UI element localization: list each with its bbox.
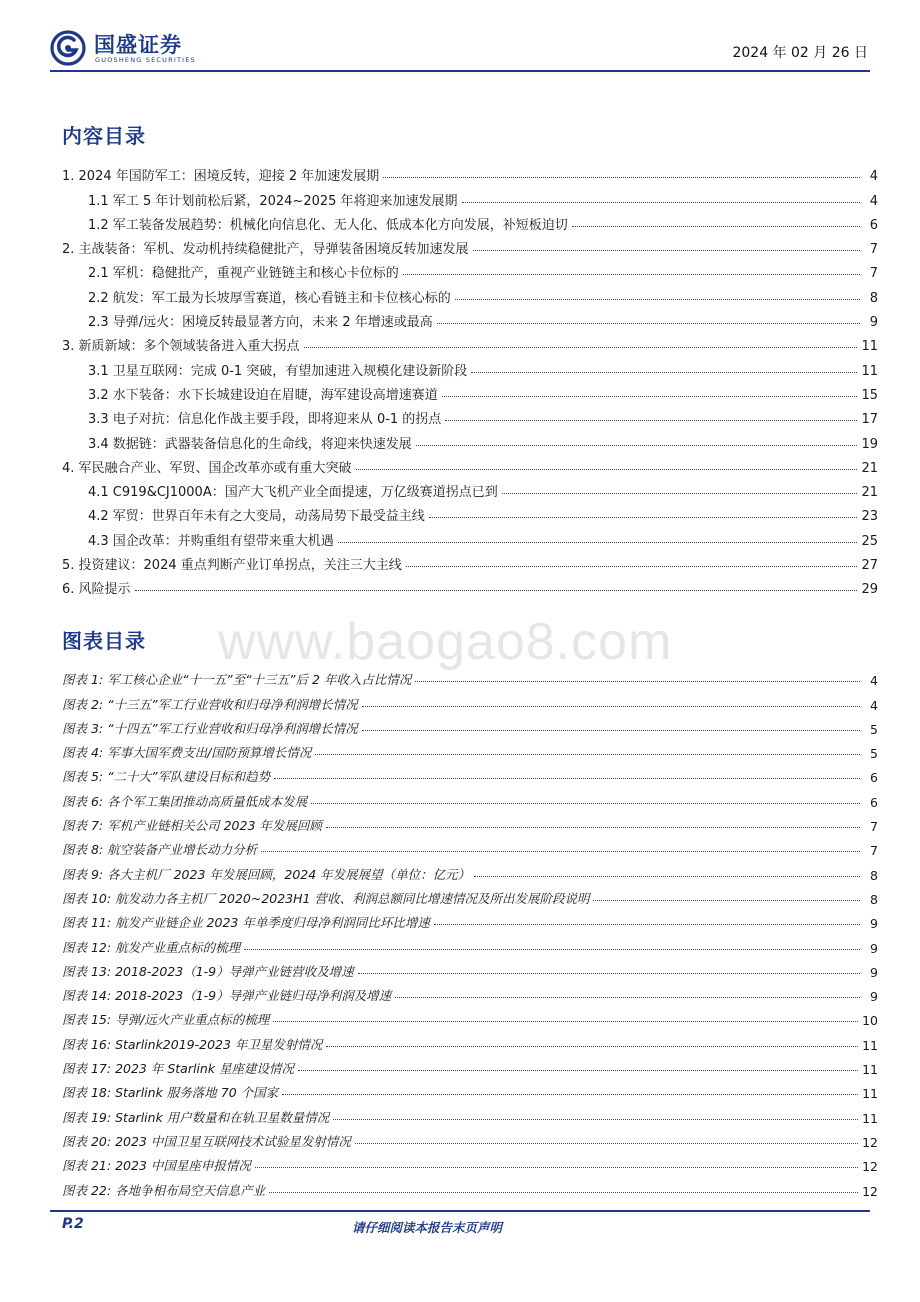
toc-entry-text: 3. 新质新域：多个领域装备进入重大拐点 — [62, 339, 300, 355]
figure-entry-text: 图表 15: 导弹/远火产业重点标的梳理 — [62, 1012, 270, 1028]
figure-entry-text: 图表 5: “二十大”军队建设目标和趋势 — [62, 769, 271, 785]
dot-leader — [362, 706, 860, 707]
toc-entry[interactable] — [62, 452, 878, 476]
dot-leader — [416, 445, 858, 446]
dot-leader — [255, 1167, 858, 1168]
toc-entry-page: 27 — [861, 558, 878, 574]
toc-entry-text: 4.1 C919&CJ1000A：国产大飞机产业全面提速，万亿级赛道拐点已到 — [88, 485, 498, 501]
header-divider — [50, 70, 870, 72]
dot-leader — [462, 202, 860, 203]
figure-entry-page: 11 — [862, 1062, 878, 1078]
toc-entry[interactable] — [62, 524, 878, 548]
toc-entry[interactable] — [62, 476, 878, 500]
figure-entry[interactable] — [62, 688, 878, 712]
toc-entry-text: 3.4 数据链：武器装备信息化的生命线，将迎来快速发展 — [88, 436, 412, 452]
toc-entry-text: 3.2 水下装备：水下长城建设迫在眉睫，海军建设高增速赛道 — [88, 387, 438, 403]
page-number: P.2 — [62, 1216, 84, 1232]
figure-entry-text: 图表 13: 2018-2023（1-9）导弹产业链营收及增速 — [62, 963, 354, 979]
figure-entry-text: 图表 10: 航发动力各主机厂 2020~2023H1 营收、利润总额同比增速情况及所出发展阶段说明 — [62, 890, 590, 906]
dot-leader — [442, 396, 858, 397]
dot-leader — [395, 997, 860, 998]
toc-entry-page: 11 — [861, 339, 878, 355]
dot-leader — [304, 347, 858, 348]
figure-entry[interactable] — [62, 1150, 878, 1174]
toc-entry-text: 4.2 军贸：世界百年未有之大变局，动荡局势下最受益主线 — [88, 509, 425, 525]
toc-entry-page: 19 — [861, 436, 878, 452]
dot-leader — [326, 827, 860, 828]
dot-leader — [338, 542, 858, 543]
dot-leader — [261, 851, 860, 852]
figure-entry[interactable] — [62, 1126, 878, 1150]
toc-entry-text: 2.3 导弹/远火：困境反转最显著方向，未来 2 年增速或最高 — [88, 315, 433, 331]
toc-entry[interactable] — [62, 573, 878, 597]
figure-entry[interactable] — [62, 1174, 878, 1198]
toc-entry[interactable] — [62, 330, 878, 354]
figure-entry-text: 图表 19: Starlink 用户数量和在轨卫星数量情况 — [62, 1109, 330, 1125]
dot-leader — [298, 1070, 858, 1071]
dot-leader — [244, 949, 860, 950]
figure-entry-text: 图表 16: Starlink2019-2023 年卫星发射情况 — [62, 1036, 323, 1052]
toc-entry-page: 7 — [869, 266, 878, 282]
figure-entry-text: 图表 8: 航空装备产业增长动力分析 — [62, 842, 258, 858]
figure-entry[interactable] — [62, 761, 878, 785]
dot-leader — [434, 924, 860, 925]
figure-entry[interactable] — [62, 1004, 878, 1028]
toc-list — [62, 160, 878, 597]
toc-entry-page: 17 — [861, 412, 878, 428]
figure-entry[interactable] — [62, 956, 878, 980]
figure-entry-page: 6 — [870, 794, 878, 810]
toc-entry-text: 1.1 军工 5 年计划前松后紧，2024~2025 年将迎来加速发展期 — [88, 193, 458, 209]
figure-entry-page: 6 — [870, 770, 878, 786]
figure-entry-text: 图表 6: 各个军工集团推动高质量低成本发展 — [62, 793, 308, 809]
toc-entry-text: 1.2 军工装备发展趋势：机械化向信息化、无人化、低成本化方向发展，补短板迫切 — [88, 217, 568, 233]
toc-entry-text: 2.2 航发：军工最为长坡厚雪赛道，核心看链主和卡位核心标的 — [88, 290, 451, 306]
figure-entry-text: 图表 17: 2023 年 Starlink 星座建设情况 — [62, 1061, 295, 1077]
dot-leader — [437, 323, 860, 324]
toc-entry[interactable] — [62, 306, 878, 330]
figure-entry-text: 图表 11: 航发产业链企业 2023 年单季度归母净利润同比环比增速 — [62, 915, 430, 931]
footer-divider — [50, 1210, 870, 1212]
dot-leader — [502, 493, 858, 494]
dot-leader — [135, 590, 858, 591]
figure-entry-page: 5 — [870, 721, 878, 737]
toc-entry-page: 15 — [861, 387, 878, 403]
toc-entry[interactable] — [62, 233, 878, 257]
toc-entry-page: 21 — [861, 460, 878, 476]
toc-entry-page: 23 — [861, 509, 878, 525]
brand-subtitle: GUOSHENG SECURITIES — [95, 56, 196, 64]
dot-leader — [383, 177, 860, 178]
toc-entry-text: 4. 军民融合产业、军贸、国企改革亦或有重大突破 — [62, 460, 352, 476]
dot-leader — [362, 730, 860, 731]
disclaimer-note: 请仔细阅读本报告末页声明 — [352, 1220, 503, 1235]
toc-entry-text: 6. 风险提示 — [62, 582, 131, 598]
page-header — [50, 26, 870, 70]
toc-entry[interactable] — [62, 379, 878, 403]
dot-leader — [474, 876, 860, 877]
toc-entry-text: 1. 2024 年国防军工：困境反转，迎接 2 年加速发展期 — [62, 169, 380, 185]
figures-list — [62, 664, 878, 1199]
toc-entry[interactable] — [62, 160, 878, 184]
dot-leader — [282, 1094, 858, 1095]
figure-entry-text: 图表 20: 2023 中国卫星互联网技术试验星发射情况 — [62, 1133, 351, 1149]
dot-leader — [326, 1046, 858, 1047]
figure-entry-page: 9 — [870, 940, 878, 956]
toc-entry-text: 5. 投资建议：2024 重点判断产业订单拐点，关注三大主线 — [62, 558, 402, 574]
dot-leader — [355, 1143, 858, 1144]
toc-entry-text: 2. 主战装备：军机、发动机持续稳健批产，导弹装备困境反转加速发展 — [62, 242, 469, 258]
figure-entry[interactable] — [62, 907, 878, 931]
dot-leader — [572, 226, 860, 227]
watermark: www.baogao8.com — [218, 613, 673, 671]
figure-entry[interactable] — [62, 858, 878, 882]
dot-leader — [311, 803, 860, 804]
figure-entry-page: 12 — [862, 1134, 878, 1150]
toc-entry-page: 4 — [869, 169, 878, 185]
figure-entry-text: 图表 4: 军事大国军费支出/国防预算增长情况 — [62, 745, 312, 761]
toc-entry[interactable] — [62, 184, 878, 208]
figure-entry-page: 8 — [870, 891, 878, 907]
toc-entry-text: 3.1 卫星互联网：完成 0-1 突破，有望加速进入规模化建设新阶段 — [88, 363, 468, 379]
dot-leader — [406, 566, 858, 567]
dot-leader — [269, 1192, 858, 1193]
figure-entry[interactable] — [62, 713, 878, 737]
figure-entry-page: 7 — [870, 843, 878, 859]
toc-entry-page: 9 — [869, 315, 878, 331]
dot-leader — [455, 299, 860, 300]
dot-leader — [274, 778, 860, 779]
toc-entry-page: 8 — [869, 290, 878, 306]
figure-entry-text: 图表 21: 2023 中国星座申报情况 — [62, 1158, 251, 1174]
figure-entry[interactable] — [62, 785, 878, 809]
toc-entry-page: 11 — [861, 363, 878, 379]
figure-entry[interactable] — [62, 1053, 878, 1077]
figure-entry-text: 图表 22: 各地争相布局空天信息产业 — [62, 1182, 266, 1198]
figure-entry-page: 7 — [870, 819, 878, 835]
toc-entry-text: 3.3 电子对抗：信息化作战主要手段，即将迎来从 0-1 的拐点 — [88, 412, 442, 428]
figure-entry[interactable] — [62, 737, 878, 761]
toc-entry[interactable] — [62, 500, 878, 524]
toc-entry-page: 4 — [869, 193, 878, 209]
figure-entry[interactable] — [62, 980, 878, 1004]
figure-entry-page: 12 — [862, 1159, 878, 1175]
figure-entry[interactable] — [62, 664, 878, 688]
dot-leader — [593, 900, 860, 901]
figure-entry[interactable] — [62, 931, 878, 955]
dot-leader — [445, 420, 857, 421]
toc-entry-page: 29 — [861, 582, 878, 598]
figure-entry-text: 图表 12: 航发产业重点标的梳理 — [62, 939, 241, 955]
figure-entry-page: 4 — [870, 697, 878, 713]
dot-leader — [358, 973, 860, 974]
toc-entry[interactable] — [62, 281, 878, 305]
figure-entry-page: 9 — [870, 989, 878, 1005]
figure-entry-page: 5 — [870, 746, 878, 762]
toc-entry-page: 21 — [861, 485, 878, 501]
figure-entry-text: 图表 14: 2018-2023（1-9）导弹产业链归母净利润及增速 — [62, 988, 392, 1004]
figure-entry-page: 11 — [862, 1037, 878, 1053]
figure-entry-text: 图表 9: 各大主机厂 2023 年发展回顾，2024 年发展展望（单位：亿元） — [62, 866, 471, 882]
figure-entry-page: 11 — [862, 1086, 878, 1102]
figure-entry-page: 8 — [870, 867, 878, 883]
toc-entry-page: 7 — [869, 242, 878, 258]
dot-leader — [471, 372, 857, 373]
dot-leader — [273, 1021, 858, 1022]
toc-entry-page: 6 — [869, 217, 878, 233]
figure-entry-text: 图表 18: Starlink 服务落地 70 个国家 — [62, 1085, 279, 1101]
figure-entry-page: 11 — [862, 1110, 878, 1126]
figure-entry[interactable] — [62, 810, 878, 834]
figure-entry[interactable] — [62, 834, 878, 858]
figure-entry-text: 图表 2: “十三五”军工行业营收和归母净利润增长情况 — [62, 696, 358, 712]
dot-leader — [403, 274, 860, 275]
guosheng-logo-icon — [50, 30, 86, 66]
figure-entry-page: 10 — [862, 1013, 878, 1029]
toc-entry[interactable] — [62, 257, 878, 281]
toc-entry[interactable] — [62, 354, 878, 378]
figure-entry[interactable] — [62, 1028, 878, 1052]
dot-leader — [429, 517, 858, 518]
dot-leader — [415, 681, 860, 682]
toc-title: 内容目录 — [62, 124, 146, 148]
brand-name: 国盛证券 — [94, 33, 182, 57]
dot-leader — [333, 1119, 858, 1120]
figures-title: 图表目录 — [62, 629, 146, 653]
dot-leader — [473, 250, 860, 251]
dot-leader — [356, 469, 858, 470]
figure-entry-page: 9 — [870, 964, 878, 980]
toc-entry[interactable] — [62, 209, 878, 233]
figure-entry[interactable] — [62, 1101, 878, 1125]
figure-entry-text: 图表 3: “十四五”军工行业营收和归母净利润增长情况 — [62, 720, 358, 736]
figure-entry-text: 图表 1: 军工核心企业“十一五”至“十三五”后 2 年收入占比情况 — [62, 672, 412, 688]
figure-entry[interactable] — [62, 883, 878, 907]
toc-entry-text: 4.3 国企改革：并购重组有望带来重大机遇 — [88, 533, 334, 549]
figure-entry[interactable] — [62, 1077, 878, 1101]
toc-entry[interactable] — [62, 427, 878, 451]
figure-entry-text: 图表 7: 军机产业链相关公司 2023 年发展回顾 — [62, 818, 322, 834]
figure-entry-page: 4 — [870, 673, 878, 689]
figure-entry-page: 12 — [862, 1183, 878, 1199]
toc-entry-page: 25 — [861, 533, 878, 549]
dot-leader — [315, 754, 860, 755]
toc-entry-text: 2.1 军机：稳健批产，重视产业链链主和核心卡位标的 — [88, 266, 399, 282]
toc-entry[interactable] — [62, 403, 878, 427]
toc-entry[interactable] — [62, 549, 878, 573]
report-date: 2024 年 02 月 26 日 — [732, 45, 868, 61]
figure-entry-page: 9 — [870, 916, 878, 932]
